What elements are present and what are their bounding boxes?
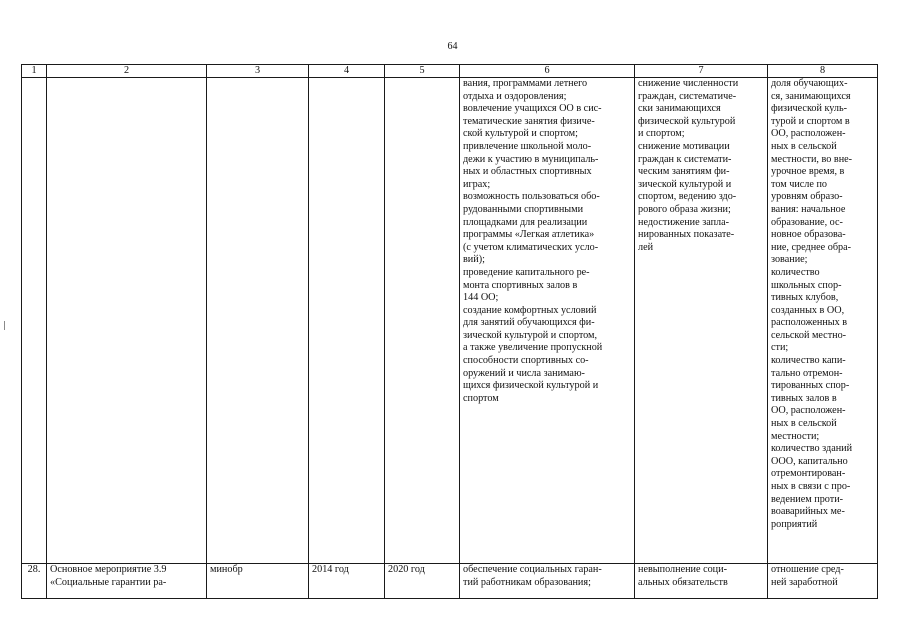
text-line: ных в сельской xyxy=(771,140,837,152)
text-line: тально отремон- xyxy=(771,367,843,379)
text-line: проведение капитального ре- xyxy=(463,266,590,278)
cell-empty xyxy=(385,78,460,564)
text-line: щихся физической культурой и xyxy=(463,380,599,392)
column-number: 2 xyxy=(47,65,207,78)
indicators-cell xyxy=(768,564,878,599)
text-line: ведением проти- xyxy=(771,493,844,505)
text-line: создание комфортных условий xyxy=(463,304,597,316)
text-line: зической культурой и xyxy=(638,178,732,190)
text-line: привлечение школьной моло- xyxy=(463,140,592,152)
text-line: отношение сред- xyxy=(771,564,844,575)
text-line: тивных залов в xyxy=(771,392,837,404)
text-line: невыполнение соци- xyxy=(638,564,727,575)
text-line: урочное время, в xyxy=(771,166,845,178)
column-number: 4 xyxy=(309,65,385,78)
text-line: 144 ОО; xyxy=(463,292,499,304)
text-line: граждан к системати- xyxy=(638,153,732,165)
row-number: 28. xyxy=(22,564,47,599)
text-line: вий); xyxy=(463,254,485,266)
measure-name-cell xyxy=(47,564,207,599)
margin-mark xyxy=(4,321,5,330)
text-line: вания: начальное xyxy=(771,203,846,215)
text-line: количество зданий xyxy=(771,443,853,455)
text-line: ской культурой и спортом; xyxy=(463,128,578,140)
text-line: снижение мотивации xyxy=(638,140,730,152)
table-row-28 xyxy=(22,564,878,599)
text-line: ных и областных спортивных xyxy=(463,166,592,178)
measures-table xyxy=(21,64,878,599)
page-number: 64 xyxy=(447,41,458,52)
text-line: ней заработной xyxy=(771,576,838,588)
text-line: для занятий обучающихся фи- xyxy=(463,317,595,329)
text-line: отремонтирован- xyxy=(771,468,846,480)
text-line: ООО, капитально xyxy=(771,455,848,467)
text-line: рудованными спортивными xyxy=(463,203,584,215)
cell-empty xyxy=(47,78,207,564)
text-line: снижение численности xyxy=(638,78,739,89)
text-line: доля обучающих- xyxy=(771,78,848,89)
text-line: воаварийных ме- xyxy=(771,506,845,518)
column-number: 5 xyxy=(385,65,460,78)
text-line: тий работникам образования; xyxy=(463,576,591,588)
text-line: недостижение запла- xyxy=(638,216,730,228)
text-line: спортом, ведению здо- xyxy=(638,191,737,203)
text-line: новное образова- xyxy=(771,229,846,241)
text-line: программы «Легкая атлетика» xyxy=(463,229,595,241)
text-line: ски занимающихся xyxy=(638,103,721,115)
text-line: ОО, расположен- xyxy=(771,405,846,417)
text-line: а также увеличение пропускной xyxy=(463,342,603,354)
column-number: 8 xyxy=(768,65,878,78)
text-line: дежи к участию в муниципаль- xyxy=(463,153,599,165)
risks-cell xyxy=(635,564,768,599)
text-line: оружений и числа занимаю- xyxy=(463,367,585,379)
text-line: турой и спортом в xyxy=(771,115,850,127)
text-line: уровням образо- xyxy=(771,191,843,203)
text-line: ОО, расположен- xyxy=(771,128,846,140)
text-line: рового образа жизни; xyxy=(638,203,731,215)
text-line: вовлечение учащихся ОО в сис- xyxy=(463,103,602,115)
text-line: физической культурой xyxy=(638,115,736,127)
text-line: монта спортивных залов в xyxy=(463,279,578,291)
text-line: тированных спор- xyxy=(771,380,850,392)
text-line: способности спортивных со- xyxy=(463,355,589,367)
text-line: местности, во вне- xyxy=(771,153,853,165)
cell-empty xyxy=(207,78,309,564)
text-line: сельской местно- xyxy=(771,329,847,341)
text-line: сти; xyxy=(771,342,789,354)
text-line: том числе по xyxy=(771,178,828,190)
text-line: образование, ос- xyxy=(771,216,843,228)
text-line: и спортом; xyxy=(638,128,685,140)
text-line: отдыха и оздоровления; xyxy=(463,90,567,102)
text-line: «Социальные гарантии ра- xyxy=(50,576,167,588)
text-line: роприятий xyxy=(771,518,818,530)
text-line: играх; xyxy=(463,178,491,190)
column-number: 1 xyxy=(22,65,47,78)
cell-empty xyxy=(309,78,385,564)
text-line: расположенных в xyxy=(771,317,848,329)
cell-empty xyxy=(22,78,47,564)
text-line: тематические занятия физиче- xyxy=(463,115,595,127)
executor-cell: минобр xyxy=(207,564,309,599)
risks-cell xyxy=(635,78,768,564)
column-number: 3 xyxy=(207,65,309,78)
text-line: ных в связи с про- xyxy=(771,481,851,492)
text-line: зической культурой и спортом, xyxy=(463,329,598,341)
text-line: местности; xyxy=(771,430,820,442)
continued-row xyxy=(22,78,878,564)
text-line: лей xyxy=(638,241,654,253)
text-line: количество капи- xyxy=(771,355,846,367)
expected-results-cell xyxy=(460,564,635,599)
indicators-cell xyxy=(768,78,878,564)
text-line: школьных спор- xyxy=(771,279,842,291)
column-number: 6 xyxy=(460,65,635,78)
column-number-row xyxy=(22,65,878,78)
text-line: ческим занятиям фи- xyxy=(638,166,730,178)
text-line: вания, программами летнего xyxy=(463,78,588,89)
text-line: зование; xyxy=(771,254,808,266)
text-line: ных в сельской xyxy=(771,418,837,430)
text-line: количество xyxy=(771,266,820,278)
text-line: граждан, систематиче- xyxy=(638,90,737,102)
text-line: (с учетом климатических усло- xyxy=(463,241,599,253)
text-line: нированных показате- xyxy=(638,229,735,241)
text-line: альных обязательств xyxy=(638,576,728,588)
text-line: тивных клубов, xyxy=(771,292,839,304)
text-line: обеспечение социальных гаран- xyxy=(463,564,602,575)
text-line: спортом xyxy=(463,392,499,404)
text-line: созданных в ОО, xyxy=(771,304,845,316)
text-line: ние, среднее обра- xyxy=(771,241,852,253)
column-number: 7 xyxy=(635,65,768,78)
text-line: площадками для реализации xyxy=(463,216,588,228)
text-line: Основное мероприятие 3.9 xyxy=(50,564,167,575)
text-line: возможность пользоваться обо- xyxy=(463,191,600,203)
end-year-cell: 2020 год xyxy=(385,564,460,599)
start-year-cell: 2014 год xyxy=(309,564,385,599)
expected-results-cell xyxy=(460,78,635,564)
text-line: физической куль- xyxy=(771,103,848,115)
text-line: ся, занимающихся xyxy=(771,90,851,102)
